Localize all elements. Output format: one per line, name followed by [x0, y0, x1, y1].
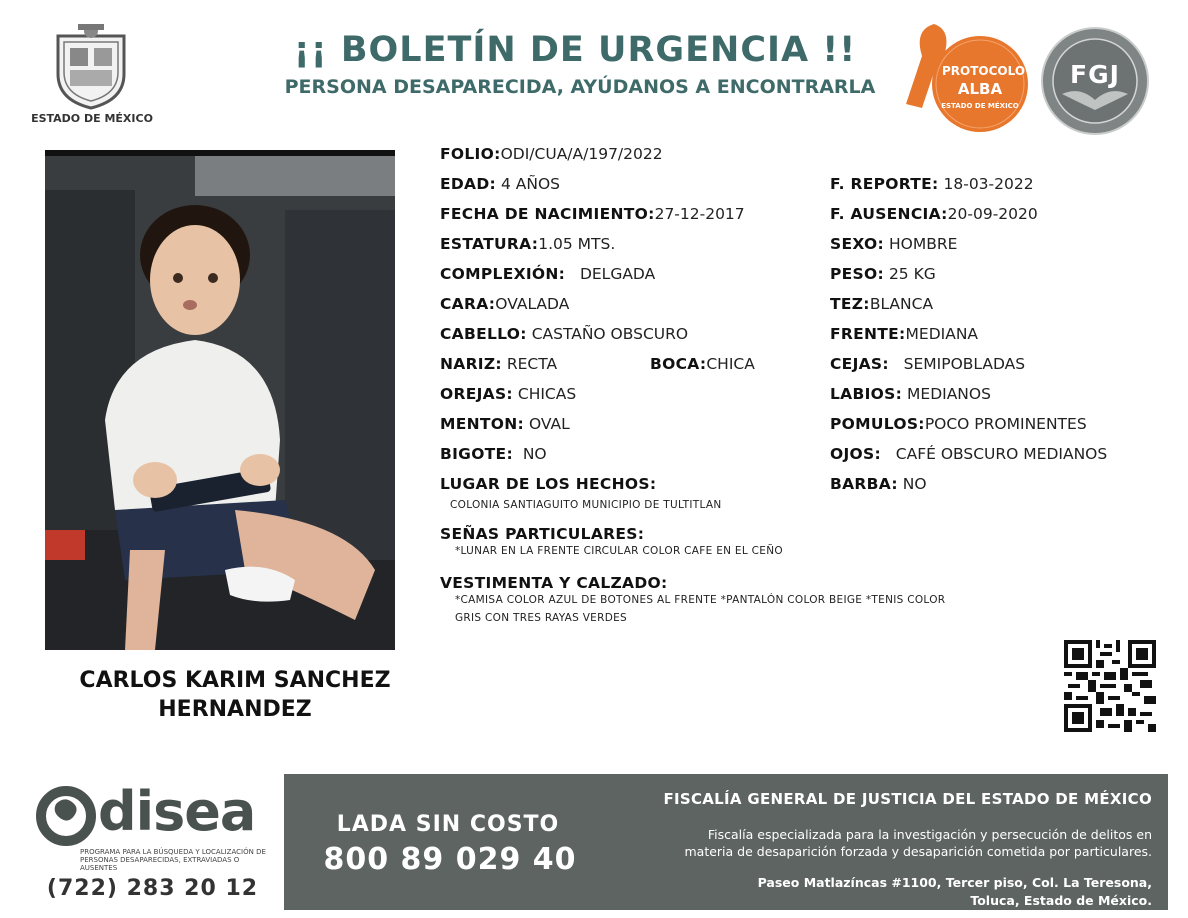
fiscalia-name: FISCALÍA GENERAL DE JUSTICIA DEL ESTADO DE MÉXICO [663, 790, 1152, 808]
label: COMPLEXIÓN: [440, 265, 566, 283]
label: FECHA DE NACIMIENTO: [440, 205, 655, 223]
value: 25 KG [888, 265, 936, 283]
value: RECTA [506, 355, 558, 373]
odisea-phone[interactable]: (722) 283 20 12 [46, 876, 259, 901]
value: CASTAÑO OBSCURO [531, 325, 689, 343]
value: 4 AÑOS [500, 175, 560, 193]
estado-de-mexico-label: ESTADO DE MÉXICO [31, 112, 153, 125]
fgj-label: FGJ [1070, 60, 1120, 89]
fiscalia-desc-line1: Fiscalía especializada para la investigación y persecución de delitos en [707, 827, 1152, 842]
label: CEJAS: [830, 355, 889, 373]
fiscalia-address [600, 874, 1152, 910]
label: MENTON: [440, 415, 525, 433]
field-orejas [440, 385, 576, 403]
protocolo-alba-logo [900, 22, 1032, 134]
field-edad [440, 175, 560, 193]
value: NO [902, 475, 927, 493]
label: FOLIO: [440, 145, 501, 163]
value: CHICA [706, 355, 755, 373]
address-line1: Paseo Matlazíncas #1100, Tercer piso, Col. La Teresona, [757, 875, 1152, 890]
field-ojos [830, 445, 1107, 463]
label: F. AUSENCIA: [830, 205, 948, 223]
value: CAFÉ OBSCURO MEDIANOS [895, 445, 1108, 463]
field-frente [830, 325, 978, 343]
field-boca [650, 355, 755, 373]
estado-de-mexico-coat-of-arms-icon [50, 22, 132, 110]
qr-code-icon[interactable] [1064, 640, 1156, 732]
senas-value: *LUNAR EN LA FRENTE CIRCULAR COLOR CAFE EN EL CEÑO [455, 545, 783, 557]
field-complexion [440, 265, 655, 283]
field-nariz [440, 355, 557, 373]
value: NO [522, 445, 547, 463]
address-line2: Toluca, Estado de México. [970, 893, 1152, 908]
label: CARA: [440, 295, 496, 313]
label: TEZ: [830, 295, 870, 313]
field-labios [830, 385, 991, 403]
value: POCO PROMINENTES [924, 415, 1087, 433]
field-menton [440, 415, 570, 433]
label: ESTATURA: [440, 235, 539, 253]
odisea-brand: disea [98, 780, 256, 843]
field-cejas [830, 355, 1025, 373]
value: 1.05 MTS. [538, 235, 616, 253]
label: F. REPORTE: [830, 175, 939, 193]
value: BLANCA [869, 295, 934, 313]
fiscalia-desc-line2: materia de desaparición forzada y desaparición cometida por particulares. [684, 844, 1152, 859]
value: 18-03-2022 [943, 175, 1034, 193]
missing-person-name [40, 666, 430, 724]
field-f-ausencia [830, 205, 1038, 223]
field-folio [440, 145, 663, 163]
label: SEXO: [830, 235, 885, 253]
label: BARBA: [830, 475, 898, 493]
value: 20-09-2020 [947, 205, 1038, 223]
vestimenta-line2: GRIS CON TRES RAYAS VERDES [455, 612, 627, 624]
value: MEDIANOS [907, 385, 991, 403]
value: 27-12-2017 [654, 205, 745, 223]
field-bigote [440, 445, 547, 463]
value: DELGADA [579, 265, 656, 283]
fgj-seal-icon [1040, 26, 1150, 136]
name-line2: HERNANDEZ [158, 697, 312, 722]
label: OJOS: [830, 445, 881, 463]
field-nacimiento [440, 205, 745, 223]
lugar-label: LUGAR DE LOS HECHOS: [440, 475, 657, 493]
missing-person-photo [45, 150, 395, 650]
bulletin-title: ¡¡ BOLETÍN DE URGENCIA !! [293, 30, 857, 70]
label: CABELLO: [440, 325, 527, 343]
field-peso [830, 265, 936, 283]
value: OVALADA [495, 295, 570, 313]
value: OVAL [528, 415, 570, 433]
label: FRENTE: [830, 325, 906, 343]
label: NARIZ: [440, 355, 502, 373]
field-cara [440, 295, 569, 313]
lada-label: LADA SIN COSTO [336, 812, 560, 837]
fiscalia-description [600, 826, 1152, 860]
bulletin-subtitle: PERSONA DESAPARECIDA, AYÚDANOS A ENCONTRARLA [284, 76, 876, 98]
value: HOMBRE [888, 235, 958, 253]
label: BOCA: [650, 355, 707, 373]
field-pomulos [830, 415, 1087, 433]
value: CHICAS [517, 385, 577, 403]
label: LABIOS: [830, 385, 903, 403]
lada-number[interactable]: 800 89 029 40 [323, 842, 577, 877]
alba-line3: ESTADO DE MÉXICO [941, 102, 1019, 110]
field-sexo [830, 235, 957, 253]
odisea-desc: PROGRAMA PARA LA BÚSQUEDA Y LOCALIZACIÓN DE PERSONAS DESAPARECIDAS, EXTRAVIADAS O AUSENTES [80, 848, 266, 872]
vestimenta-label: VESTIMENTA Y CALZADO: [440, 574, 668, 592]
label: EDAD: [440, 175, 497, 193]
senas-label: SEÑAS PARTICULARES: [440, 525, 645, 543]
alba-line1: PROTOCOLO [942, 64, 1026, 78]
label: PESO: [830, 265, 884, 283]
field-estatura [440, 235, 615, 253]
value: MEDIANA [905, 325, 979, 343]
value: ODI/CUA/A/197/2022 [500, 145, 663, 163]
label: POMULOS: [830, 415, 925, 433]
field-cabello [440, 325, 688, 343]
field-tez [830, 295, 933, 313]
name-line1: CARLOS KARIM SANCHEZ [79, 668, 391, 693]
odisea-logo [36, 780, 268, 876]
field-f-reporte [830, 175, 1034, 193]
label: OREJAS: [440, 385, 513, 403]
value: SEMIPOBLADAS [903, 355, 1026, 373]
vestimenta-line1: *CAMISA COLOR AZUL DE BOTONES AL FRENTE *PANTALÓN COLOR BEIGE *TENIS COLOR [455, 594, 946, 606]
field-barba [830, 475, 927, 493]
lugar-value: COLONIA SANTIAGUITO MUNICIPIO DE TULTITLAN [450, 499, 722, 511]
label: BIGOTE: [440, 445, 513, 463]
alba-line2: ALBA [957, 80, 1003, 98]
